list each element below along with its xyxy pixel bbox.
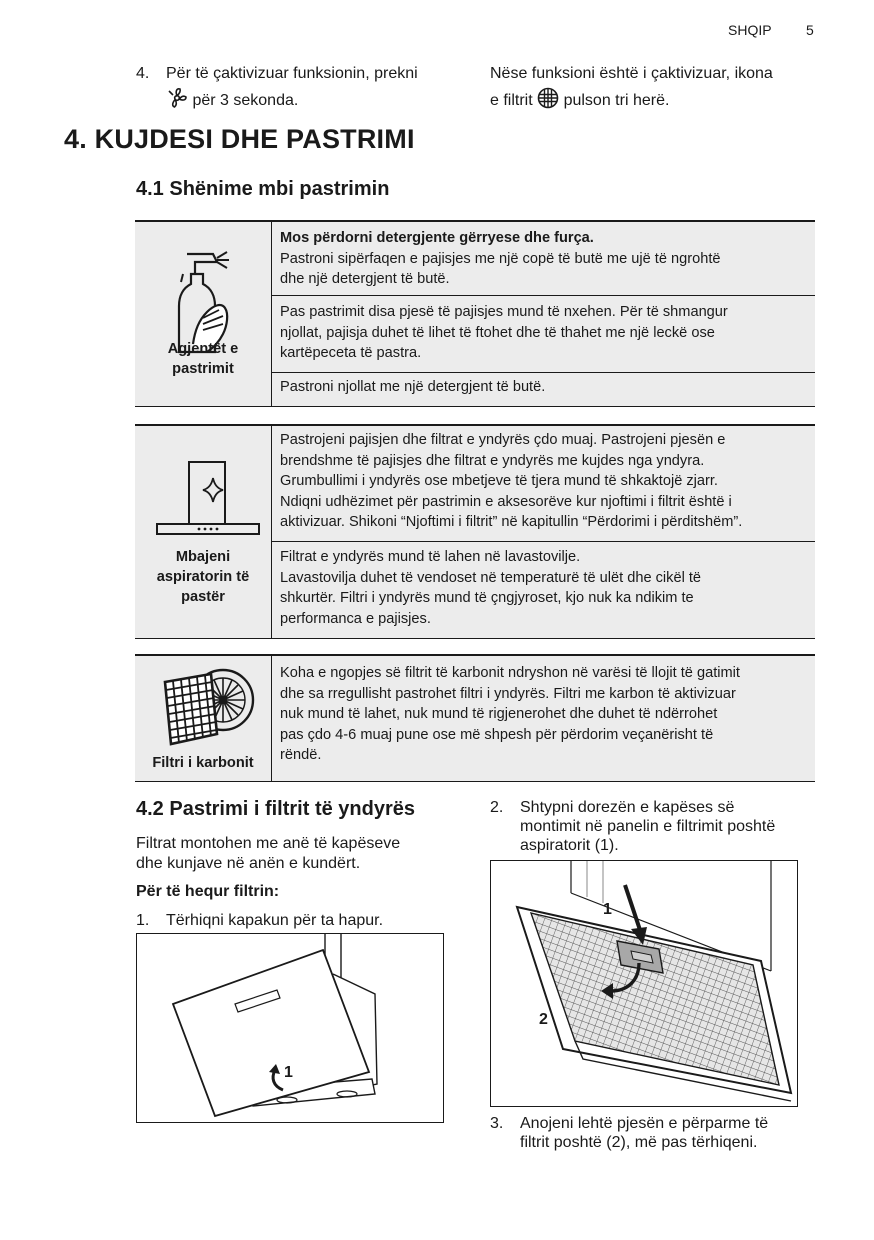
label-cleaning-agents-line2: pastrimit: [172, 361, 234, 377]
label-keep-clean-line3: pastër: [181, 589, 225, 605]
fan-icon: [166, 87, 188, 118]
step-3-number: 3.: [490, 1115, 504, 1132]
label-keep-clean-line2: aspiratorin të: [156, 569, 250, 585]
cell-line: Ndiqni udhëzimet për pastrimin e aksesorëve kur njoftimi i filtrit është i: [280, 493, 732, 510]
step-4-number: 4.: [136, 65, 150, 82]
label-carbon-filter: Filtri i karbonit: [152, 755, 254, 771]
step-4-note-line1: Nëse funksioni është i çaktivizuar, ikona: [490, 65, 773, 82]
step-4: [136, 60, 466, 116]
section-title: 4. KUJDESI DHE PASTRIMI: [64, 124, 415, 154]
cooker-hood-icon: [155, 460, 261, 538]
section-4-2-intro: [136, 834, 466, 874]
cell-line: rëndë.: [280, 747, 322, 764]
cell-carbon-saturation: [280, 663, 808, 766]
step-4-line1: Për të çaktivizuar funksionin, prekni: [166, 65, 418, 82]
grid-filter-icon: [537, 87, 559, 118]
info-block-cleaning-agents: [135, 220, 815, 407]
cell-monthly-cleaning: [280, 430, 808, 533]
cell-line: Pas pastrimit disa pjesë të pajisjes mund të nxehen. Për të shmangur: [280, 304, 728, 320]
down-arrow-icon: [621, 883, 651, 947]
cell-line: Lavastovilja duhet të vendoset në temperaturë të ulët dhe cikël të: [280, 569, 702, 586]
cell-after-cleaning: [280, 302, 808, 364]
fig2-callout-1: 1: [603, 901, 612, 918]
cell-line: njollat, pajisja duhet të lihet të ftohet dhe të thahet me një leckë ose: [280, 324, 715, 341]
fig1-callout-1: 1: [284, 1064, 293, 1081]
cell-bold-warning: Mos përdorni detergjente gërryese dhe furça.: [280, 230, 594, 246]
cell-line: shkurtër. Filtri i yndyrës mund të çngjyroset, kjo nuk ka ndikim te: [280, 590, 694, 607]
cell-line: brendshme të pajisjes dhe filtrat e yndyrës me kujdes nga yndyra.: [280, 452, 705, 469]
cell-line: aktivizuar. Shikoni “Njoftimi i filtrit” në kapitullin “Përdorimi i përditshëm”.: [280, 514, 743, 531]
step-4-note: [490, 60, 820, 116]
step-4-line2: për 3 sekonda.: [192, 92, 299, 109]
curved-tilt-arrow-icon: [599, 961, 645, 1001]
step-3-line1: Anojeni lehtë pjesën e përparme të: [520, 1115, 769, 1132]
figure-open-panel: [136, 933, 444, 1123]
step-1-text: Tërhiqni kapakun për ta hapur.: [166, 912, 384, 929]
label-keep-clean-line1: Mbajeni: [175, 549, 231, 565]
step-4-note-line2a: e filtrit: [490, 92, 533, 109]
cell-no-abrasive: [280, 228, 808, 290]
cell-line: dhe sa rregullisht pastrohet filtri i yndyrës. Filtri me karbon të aktivizuar: [280, 685, 736, 702]
cell-line: pas çdo 4-6 muaj pune ose më shpesh për përdorim veçanërisht të: [280, 726, 714, 743]
step-3-line2: filtrit poshtë (2), më pas tërhiqeni.: [520, 1134, 758, 1151]
cell-line: nuk mund të lahet, nuk mund të rigjenerohet dhe duhet të ndërrohet: [280, 706, 718, 723]
cell-line: Grumbullimi i yndyrës ose mbetjeve të tjera mund të shkaktojë zjarr.: [280, 473, 718, 490]
intro-line1: Filtrat montohen me anë të kapëseve: [136, 835, 401, 852]
step-2-number: 2.: [490, 799, 504, 816]
cell-dishwasher: [280, 547, 808, 629]
cell-line: Pastroni njollat me një detergjent të butë.: [280, 379, 546, 395]
cell-line: Pastroni sipërfaqen e pajisjes me një copë të butë me ujë të ngrohtë: [280, 250, 721, 267]
page-number: 5: [806, 22, 814, 38]
subsection-4-1-title: 4.1 Shënime mbi pastrimin: [136, 178, 390, 200]
step-4-note-line2b: pulson tri herë.: [563, 92, 670, 109]
fig2-callout-2: 2: [539, 1011, 548, 1028]
subsection-4-2-title: 4.2 Pastrimi i filtrit të yndyrës: [136, 798, 415, 820]
label-cleaning-agents-line1: Agjentët e: [167, 341, 239, 357]
cell-line: Koha e ngopjes së filtrit të karbonit ndryshon në varësi të llojit të gatimit: [280, 665, 740, 681]
cell-stains: [280, 377, 808, 398]
step-2-line2: montimit në panelin e filtrimit poshtë: [520, 818, 776, 835]
cell-line: dhe një detergjent të butë.: [280, 271, 450, 288]
step-1-number: 1.: [136, 912, 150, 929]
step-2-line3: aspiratorit (1).: [520, 837, 619, 854]
remove-filter-heading: Për të hequr filtrin:: [136, 883, 280, 900]
intro-line2: dhe kunjave në anën e kundërt.: [136, 855, 361, 872]
header-language: SHQIP: [728, 22, 772, 38]
info-block-carbon-filter: [135, 654, 815, 782]
cell-line: Filtrat e yndyrës mund të lahen në lavastovilje.: [280, 549, 581, 565]
cell-line: kartëpeceta të pastra.: [280, 345, 422, 362]
carbon-filter-icon: [161, 664, 257, 748]
cell-line: performanca e pajisjes.: [280, 610, 431, 627]
step-2-line1: Shtypni dorezën e kapëses së: [520, 799, 735, 816]
cell-line: Pastrojeni pajisjen dhe filtrat e yndyrës çdo muaj. Pastrojeni pjesën e: [280, 432, 726, 448]
figure-press-latch: [490, 860, 798, 1107]
info-block-keep-hood-clean: [135, 424, 815, 639]
